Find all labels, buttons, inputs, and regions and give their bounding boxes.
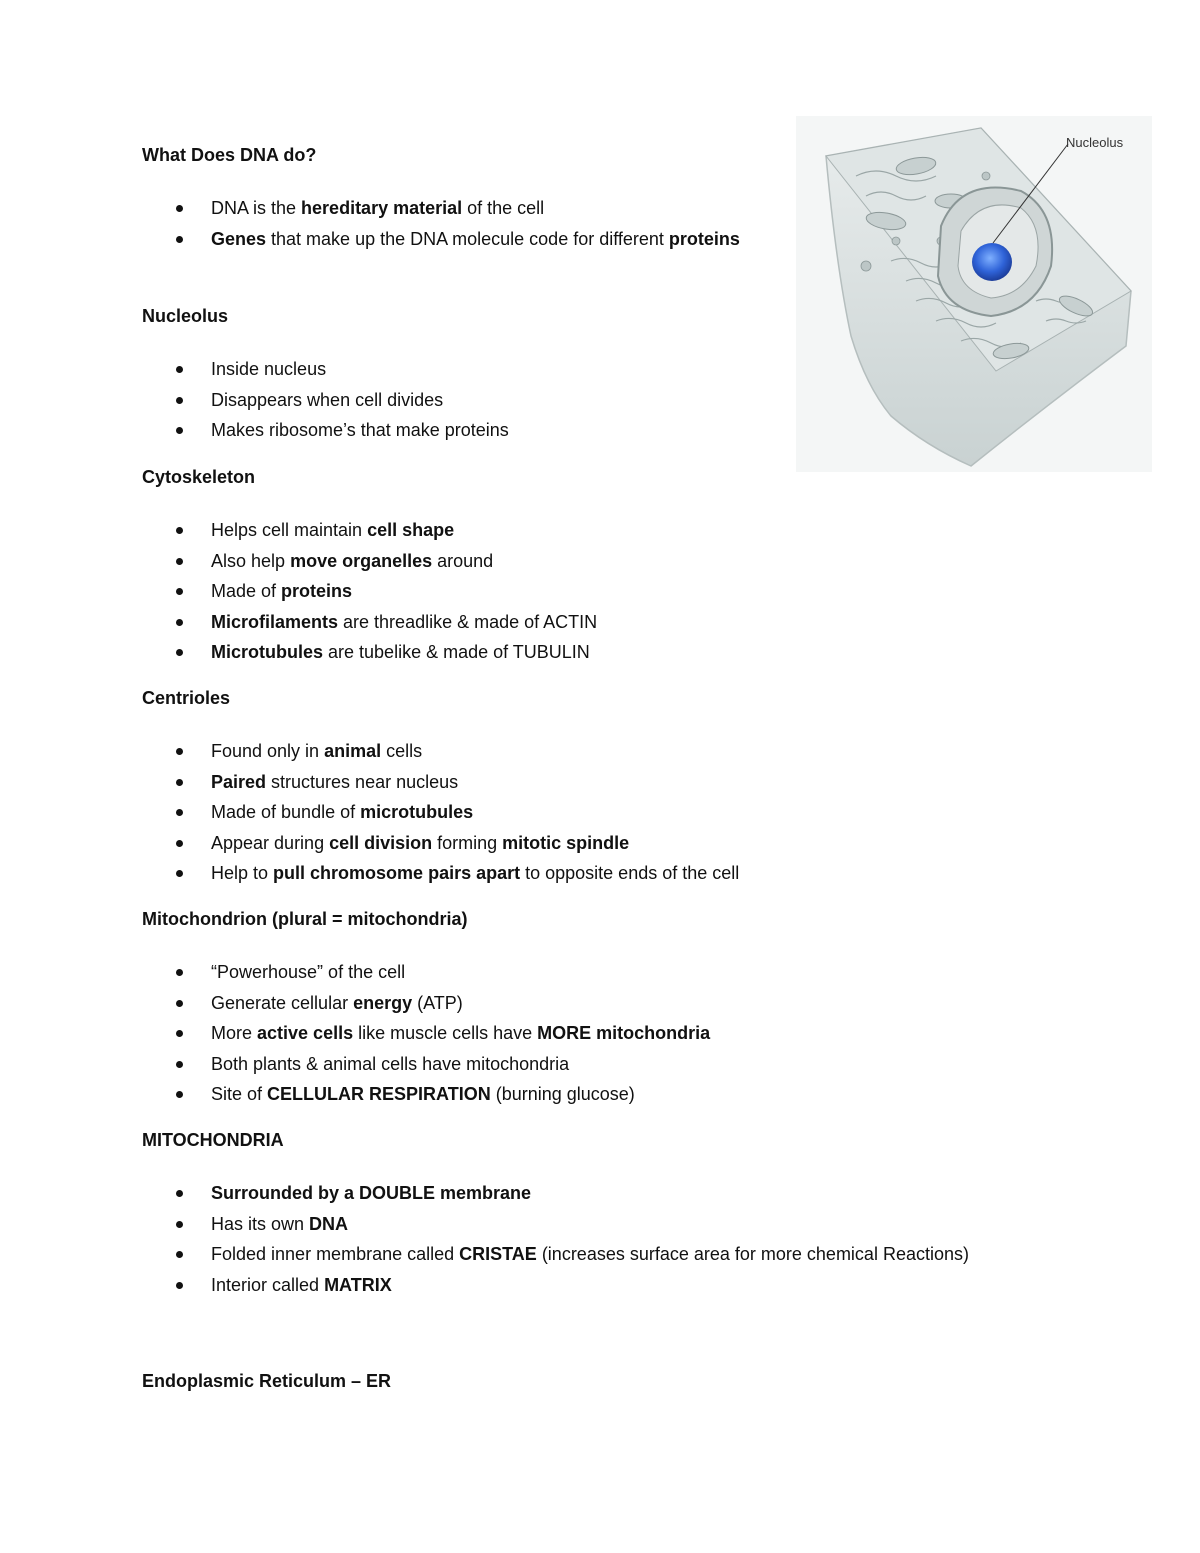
text-run: Site of [211, 1084, 268, 1104]
animal-cell-illustration [796, 116, 1152, 472]
bullet-item [142, 637, 1042, 668]
text-run: “Powerhouse” of the cell [211, 962, 406, 982]
text-run: More [211, 1023, 258, 1043]
text-run: Folded inner membrane called [211, 1244, 460, 1264]
bold-text-run: CRISTAE [459, 1244, 537, 1264]
section-heading: Nucleolus [142, 306, 229, 326]
text-run: Found only in [211, 741, 325, 761]
section-heading: What Does DNA do? [142, 145, 317, 165]
text-run: Also help [211, 550, 291, 571]
nucleolus-label: Nucleolus [1066, 135, 1124, 150]
text-run: Help to [211, 863, 274, 883]
section-heading: Cytoskeleton [142, 467, 256, 487]
text-run: like muscle cells have [353, 1023, 538, 1043]
text-run: Helps cell maintain [211, 520, 368, 540]
section-mitochondrion [142, 908, 1042, 1110]
bullet-item [142, 957, 1042, 988]
text-run: that make up the DNA molecule code for different [266, 228, 669, 249]
section-er [142, 1370, 1042, 1392]
bold-text-run: microtubules [360, 802, 474, 822]
section-cytoskeleton [142, 466, 1042, 668]
bold-text-run: energy [353, 992, 413, 1013]
text-run: cells [381, 741, 423, 761]
text-run: Disappears when cell divides [211, 389, 444, 410]
bullet-item [142, 1079, 1042, 1110]
bullet-item [142, 1239, 1042, 1270]
text-run: are tubelike & made of TUBULIN [323, 642, 590, 662]
text-run: Makes ribosome’s that make proteins [211, 420, 509, 440]
text-run: structures near nucleus [266, 771, 459, 792]
text-run: Made of bundle of [211, 802, 361, 822]
bold-text-run: animal [324, 741, 382, 761]
text-run: of the cell [462, 198, 545, 218]
bullet-item [142, 1209, 1042, 1240]
nucleolus-shape [972, 243, 1012, 281]
bullet-item [142, 576, 1042, 607]
bullet-item [142, 736, 1042, 767]
bold-text-run: MATRIX [324, 1274, 392, 1295]
bullet-item [142, 1049, 1042, 1080]
bullet-item [142, 224, 771, 255]
bullet-list [142, 1178, 1042, 1300]
bold-text-run: cell shape [367, 520, 455, 540]
section-heading: Centrioles [142, 688, 231, 708]
bullet-item [142, 1270, 1042, 1301]
bold-text-run: proteins [281, 581, 353, 601]
cell-diagram-figure [796, 116, 1152, 472]
text-run: to opposite ends of the cell [520, 863, 740, 883]
bold-text-run: DNA [309, 1213, 349, 1234]
bold-text-run: Paired [211, 771, 267, 792]
text-run: DNA is the [211, 198, 302, 218]
bullet-list [142, 736, 1042, 889]
bullet-item [142, 828, 1042, 859]
text-run: (increases surface area for more chemical Reactions) [536, 1244, 969, 1264]
bullet-item [142, 607, 1042, 638]
bullet-list [142, 515, 1042, 668]
text-run: around [432, 550, 494, 571]
text-run: Interior called [211, 1274, 325, 1295]
bold-text-run: cell division [329, 832, 433, 853]
bold-text-run: Genes [211, 228, 267, 249]
bold-text-run: hereditary material [301, 198, 463, 218]
bullet-item [142, 797, 1042, 828]
bold-text-run: mitotic spindle [502, 832, 630, 853]
text-run: are threadlike & made of ACTIN [338, 611, 598, 632]
bullet-list [142, 957, 1042, 1110]
bullet-item [142, 858, 1042, 889]
bold-text-run: Microtubules [211, 642, 324, 662]
text-run: Appear during [211, 832, 330, 853]
text-run: (burning glucose) [490, 1084, 635, 1104]
text-run: Made of [211, 581, 282, 601]
bullet-item [142, 546, 1042, 577]
section-heading: Mitochondrion (plural = mitochondria) [142, 909, 468, 929]
bold-text-run: proteins [668, 228, 740, 249]
bullet-item [142, 767, 1042, 798]
bold-text-run: Surrounded by a DOUBLE membrane [211, 1183, 532, 1203]
section-heading: Endoplasmic Reticulum – ER [142, 1371, 392, 1391]
bold-text-run: move organelles [290, 550, 433, 571]
bold-text-run: CELLULAR RESPIRATION [267, 1084, 491, 1104]
bullet-item [142, 1018, 1042, 1049]
section-centrioles [142, 687, 1042, 889]
section-mitochondria [142, 1129, 1042, 1300]
bullet-item [142, 988, 1042, 1019]
bold-text-run: Microfilaments [211, 611, 339, 632]
text-run: Inside nucleus [211, 359, 327, 379]
text-run: Generate cellular [211, 992, 354, 1013]
text-run: forming [432, 832, 503, 853]
text-run: Has its own [211, 1213, 310, 1234]
bold-text-run: MORE mitochondria [537, 1023, 711, 1043]
bullet-item [142, 1178, 1042, 1209]
section-heading: MITOCHONDRIA [142, 1130, 284, 1150]
bold-text-run: pull chromosome pairs apart [273, 863, 521, 883]
text-run: Both plants & animal cells have mitochondria [211, 1053, 570, 1074]
text-run: (ATP) [412, 992, 463, 1013]
bullet-item [142, 515, 1042, 546]
bold-text-run: active cells [257, 1023, 354, 1043]
